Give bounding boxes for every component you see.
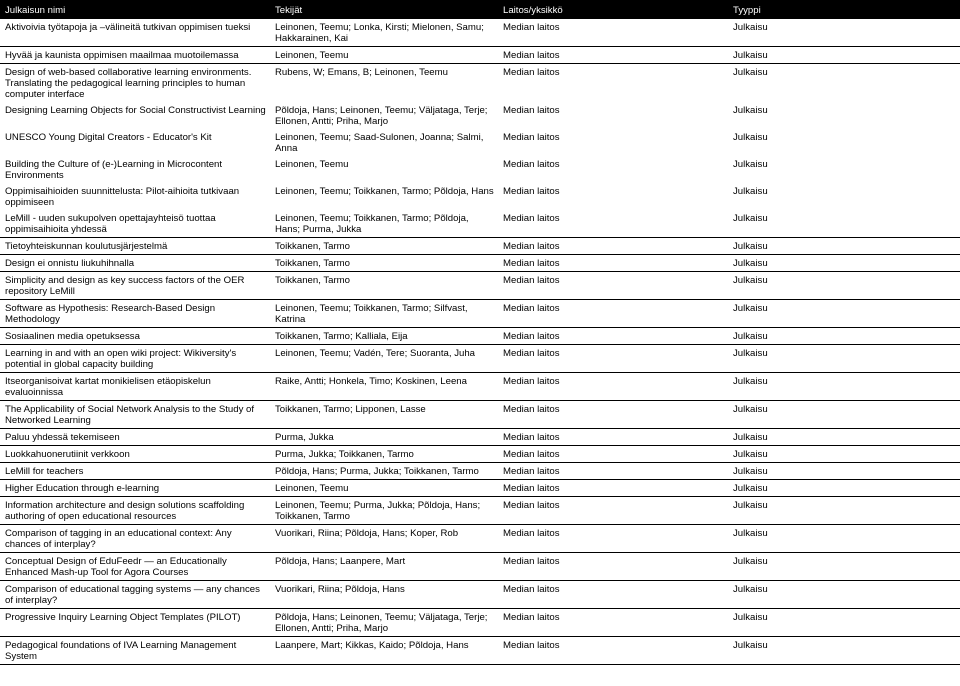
table-row <box>0 19 960 47</box>
header-title: Julkaisun nimi <box>5 4 66 16</box>
dept-cell: Median laitos <box>503 67 560 78</box>
title-cell: Aktivoivia työtapoja ja –välineitä tutkivan oppimisen tueksi <box>0 19 270 47</box>
type-cell: Julkaisu <box>728 609 960 637</box>
dept-cell: Median laitos <box>503 159 560 170</box>
dept-cell: Median laitos <box>498 328 728 345</box>
dept-cell: Median laitos <box>498 525 728 553</box>
header-authors: Tekijät <box>275 4 303 16</box>
dept-cell: Median laitos <box>498 401 728 429</box>
dept-cell: Median laitos <box>498 238 728 255</box>
table-row <box>0 328 960 345</box>
authors-cell: Leinonen, Teemu; Toikkanen, Tarmo; Põldoja, Hans; Purma, Jukka <box>270 210 498 238</box>
type-cell: Julkaisu <box>728 463 960 480</box>
authors-cell: Põldoja, Hans; Laanpere, Mart <box>270 553 498 581</box>
authors-cell: Leinonen, Teemu; Lonka, Kirsti; Mielonen, Samu; Hakkarainen, Kai <box>270 19 498 47</box>
title-cell: Pedagogical foundations of IVA Learning Management System <box>0 637 270 665</box>
table-row <box>0 238 960 255</box>
type-cell: Julkaisu <box>728 446 960 463</box>
dept-cell: Median laitos <box>503 105 560 116</box>
type-cell: Julkaisu <box>728 581 960 609</box>
type-cell: Julkaisu <box>728 553 960 581</box>
table-row <box>0 156 960 183</box>
authors-cell: Leinonen, Teemu; Purma, Jukka; Põldoja, Hans; Toikkanen, Tarmo <box>270 497 498 525</box>
table-row <box>0 47 960 64</box>
title-cell: Building the Culture of (e-)Learning in Microcontent Environments <box>5 159 223 181</box>
table-row <box>0 64 960 103</box>
type-cell: Julkaisu <box>733 159 768 170</box>
dept-cell: Median laitos <box>498 497 728 525</box>
table-row <box>0 300 960 328</box>
dept-cell: Median laitos <box>498 446 728 463</box>
dept-cell: Median laitos <box>498 637 728 665</box>
authors-cell: Põldoja, Hans; Leinonen, Teemu; Väljataga, Terje; Ellonen, Antti; Priha, Marjo <box>275 105 488 127</box>
title-cell: Itseorganisoivat kartat monikielisen etäopiskelun evaluoinnissa <box>0 373 270 401</box>
authors-cell: Leinonen, Teemu; Toikkanen, Tarmo; Silfvast, Katrina <box>270 300 498 328</box>
type-cell: Julkaisu <box>733 67 768 78</box>
type-cell: Julkaisu <box>733 186 768 197</box>
title-cell: Hyvää ja kaunista oppimisen maailmaa muotoilemassa <box>0 47 270 64</box>
dept-cell: Median laitos <box>498 345 728 373</box>
type-cell: Julkaisu <box>728 525 960 553</box>
authors-cell: Leinonen, Teemu <box>270 47 498 64</box>
table-row <box>0 637 960 665</box>
table-row <box>0 345 960 373</box>
table-row <box>0 255 960 272</box>
title-cell: Design ei onnistu liukuhihnalla <box>0 255 270 272</box>
dept-cell: Median laitos <box>498 609 728 637</box>
type-cell: Julkaisu <box>728 373 960 401</box>
title-cell: LeMill - uuden sukupolven opettajayhteisö tuottaa oppimisaihioita yhdessä <box>0 210 270 238</box>
type-cell: Julkaisu <box>728 637 960 665</box>
title-cell: Design of web-based collaborative learning environments. Translating the pedagogical learning principles to human computer interface <box>5 67 252 100</box>
title-cell: Comparison of tagging in an educational context: Any chances of interplay? <box>0 525 270 553</box>
authors-cell: Vuorikari, Riina; Põldoja, Hans; Koper, Rob <box>270 525 498 553</box>
title-cell: Comparison of educational tagging systems — any chances of interplay? <box>0 581 270 609</box>
title-cell: Designing Learning Objects for Social Constructivist Learning <box>5 105 266 116</box>
title-cell: Higher Education through e-learning <box>0 480 270 497</box>
authors-cell: Leinonen, Teemu; Vadén, Tere; Suoranta, Juha <box>270 345 498 373</box>
dept-cell: Median laitos <box>498 210 728 238</box>
type-cell: Julkaisu <box>728 19 960 47</box>
title-cell: Progressive Inquiry Learning Object Templates (PILOT) <box>0 609 270 637</box>
title-cell: The Applicability of Social Network Analysis to the Study of Networked Learning <box>0 401 270 429</box>
table-row <box>0 401 960 429</box>
title-cell: Paluu yhdessä tekemiseen <box>0 429 270 446</box>
authors-cell: Purma, Jukka; Toikkanen, Tarmo <box>270 446 498 463</box>
table-row <box>0 129 960 156</box>
title-cell: Conceptual Design of EduFeedr — an Educationally Enhanced Mash-up Tool for Agora Courses <box>0 553 270 581</box>
header-row <box>0 0 960 19</box>
authors-cell: Leinonen, Teemu; Toikkanen, Tarmo; Põldoja, Hans <box>275 186 494 197</box>
authors-cell: Purma, Jukka <box>270 429 498 446</box>
type-cell: Julkaisu <box>728 328 960 345</box>
table-header <box>0 0 960 19</box>
type-cell: Julkaisu <box>728 345 960 373</box>
title-cell: Luokkahuonerutiinit verkkoon <box>0 446 270 463</box>
authors-cell: Toikkanen, Tarmo <box>270 272 498 300</box>
dept-cell: Median laitos <box>498 480 728 497</box>
title-cell: Simplicity and design as key success factors of the OER repository LeMill <box>0 272 270 300</box>
authors-cell: Toikkanen, Tarmo <box>270 255 498 272</box>
type-cell: Julkaisu <box>728 300 960 328</box>
dept-cell: Median laitos <box>498 429 728 446</box>
title-cell: Oppimisaihioiden suunnittelusta: Pilot-aihioita tutkivaan oppimiseen <box>5 186 240 208</box>
dept-cell: Median laitos <box>503 186 560 197</box>
authors-cell: Põldoja, Hans; Leinonen, Teemu; Väljataga, Terje; Ellonen, Antti; Priha, Marjo <box>270 609 498 637</box>
table-row <box>0 609 960 637</box>
title-cell: Information architecture and design solutions scaffolding authoring of open educational resources <box>0 497 270 525</box>
table-row <box>0 480 960 497</box>
type-cell: Julkaisu <box>728 238 960 255</box>
dept-cell: Median laitos <box>498 272 728 300</box>
type-cell: Julkaisu <box>728 401 960 429</box>
table-row <box>0 183 960 210</box>
dept-cell: Median laitos <box>498 373 728 401</box>
table-row <box>0 210 960 238</box>
table-row <box>0 373 960 401</box>
type-cell: Julkaisu <box>733 105 768 116</box>
table-row <box>0 497 960 525</box>
title-cell: Learning in and with an open wiki project: Wikiversity's potential in global capacity building <box>0 345 270 373</box>
title-cell: Software as Hypothesis: Research-Based Design Methodology <box>0 300 270 328</box>
authors-cell: Laanpere, Mart; Kikkas, Kaido; Põldoja, Hans <box>270 637 498 665</box>
table-row <box>0 272 960 300</box>
authors-cell: Leinonen, Teemu; Saad-Sulonen, Joanna; Salmi, Anna <box>275 132 484 154</box>
header-dept: Laitos/yksikkö <box>503 4 563 16</box>
dept-cell: Median laitos <box>498 19 728 47</box>
type-cell: Julkaisu <box>728 272 960 300</box>
dept-cell: Median laitos <box>498 47 728 64</box>
table-row <box>0 102 960 129</box>
header-type: Tyyppi <box>733 4 761 16</box>
type-cell: Julkaisu <box>728 429 960 446</box>
title-cell: LeMill for teachers <box>0 463 270 480</box>
title-cell: Sosiaalinen media opetuksessa <box>0 328 270 345</box>
dept-cell: Median laitos <box>498 581 728 609</box>
type-cell: Julkaisu <box>728 255 960 272</box>
title-cell: Tietoyhteiskunnan koulutusjärjestelmä <box>0 238 270 255</box>
type-cell: Julkaisu <box>728 210 960 238</box>
authors-cell: Leinonen, Teemu <box>270 480 498 497</box>
type-cell: Julkaisu <box>733 132 768 143</box>
authors-cell: Vuorikari, Riina; Põldoja, Hans <box>270 581 498 609</box>
type-cell: Julkaisu <box>728 47 960 64</box>
dept-cell: Median laitos <box>498 300 728 328</box>
authors-cell: Toikkanen, Tarmo; Kalliala, Eija <box>270 328 498 345</box>
dept-cell: Median laitos <box>498 553 728 581</box>
authors-cell: Toikkanen, Tarmo <box>270 238 498 255</box>
table-row <box>0 581 960 609</box>
authors-cell: Leinonen, Teemu <box>275 159 349 170</box>
table-row <box>0 525 960 553</box>
table-body <box>0 19 960 665</box>
type-cell: Julkaisu <box>728 480 960 497</box>
dept-cell: Median laitos <box>503 132 560 143</box>
table-row <box>0 429 960 446</box>
table-row <box>0 553 960 581</box>
authors-cell: Rubens, W; Emans, B; Leinonen, Teemu <box>275 67 448 78</box>
table-row <box>0 446 960 463</box>
authors-cell: Raike, Antti; Honkela, Timo; Koskinen, Leena <box>270 373 498 401</box>
authors-cell: Põldoja, Hans; Purma, Jukka; Toikkanen, Tarmo <box>270 463 498 480</box>
table-row <box>0 463 960 480</box>
type-cell: Julkaisu <box>728 497 960 525</box>
dept-cell: Median laitos <box>498 255 728 272</box>
title-cell: UNESCO Young Digital Creators - Educator's Kit <box>5 132 212 143</box>
authors-cell: Toikkanen, Tarmo; Lipponen, Lasse <box>270 401 498 429</box>
dept-cell: Median laitos <box>498 463 728 480</box>
